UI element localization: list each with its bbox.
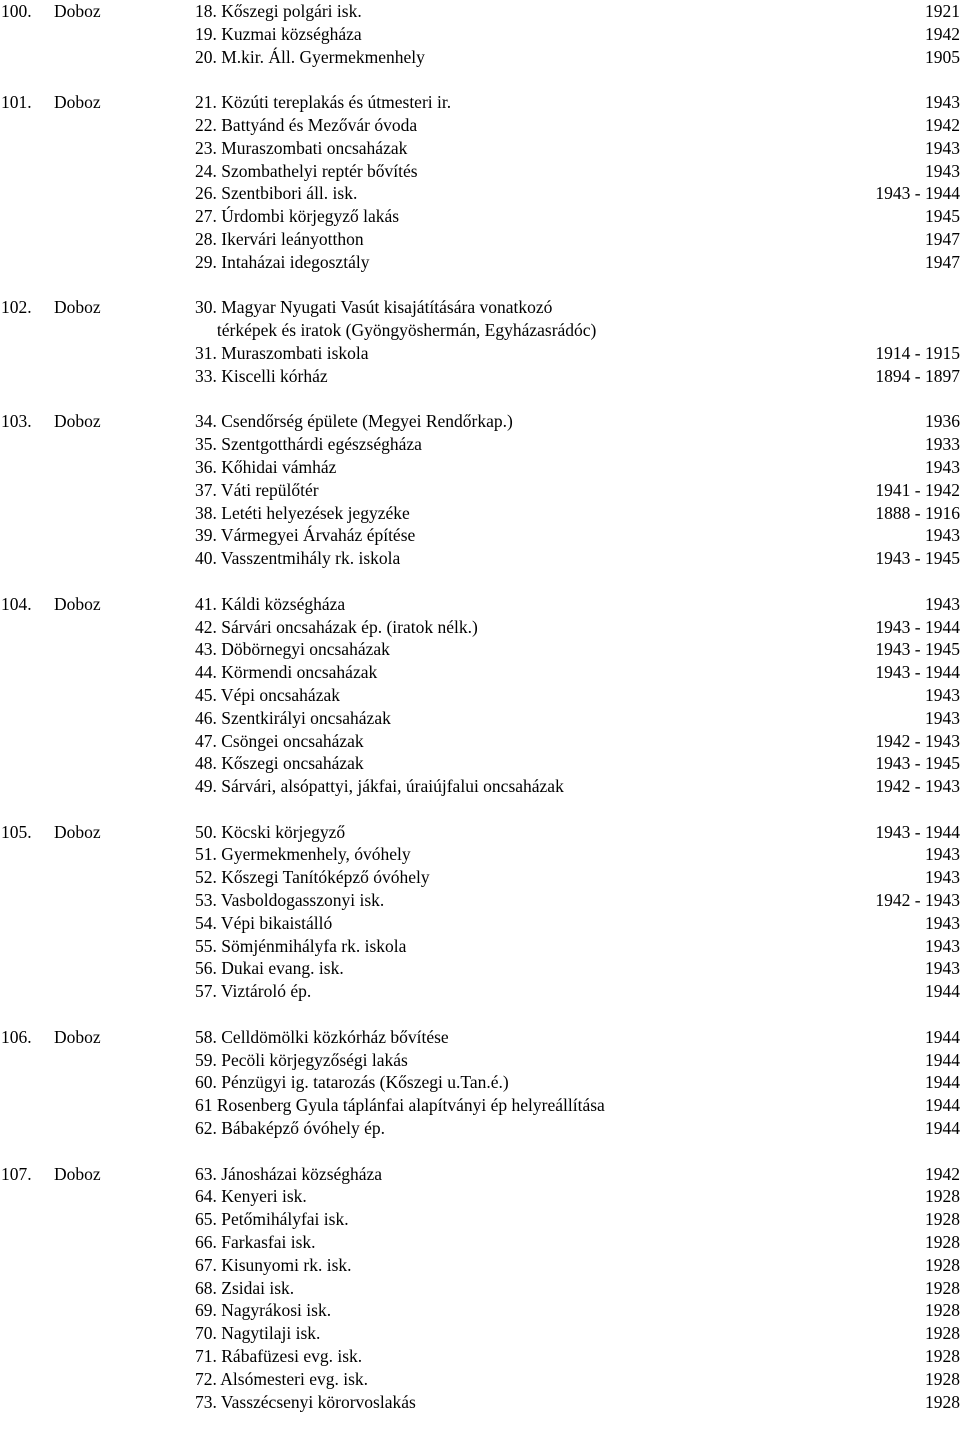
- list-item: [0, 433, 960, 456]
- item-title: 62. Bábaképző óvóhely ép.: [195, 1118, 386, 1139]
- item-year: 1942: [925, 23, 960, 44]
- item-year: 1928: [925, 1186, 960, 1207]
- list-item: [0, 91, 960, 114]
- item-year: 1905: [925, 46, 960, 67]
- item-title: 52. Kőszegi Tanítóképző óvóhely: [195, 867, 430, 888]
- item-year: 1943: [925, 456, 960, 477]
- item-title: 63. Jánosházai községháza: [195, 1163, 383, 1184]
- item-year: 1943: [925, 684, 960, 705]
- list-item: [0, 137, 960, 160]
- item-year: 1928: [925, 1232, 960, 1253]
- box-group: [0, 410, 960, 570]
- item-year: 1943: [925, 707, 960, 728]
- item-year: 1942 - 1943: [875, 776, 960, 797]
- list-item: [0, 547, 960, 570]
- list-item: [0, 182, 960, 205]
- list-item: [0, 456, 960, 479]
- item-title: 53. Vasboldogasszonyi isk.: [195, 890, 385, 911]
- item-title: 18. Kőszegi polgári isk.: [195, 1, 362, 21]
- item-year: 1943 - 1945: [875, 548, 960, 569]
- box-number: 102.: [1, 297, 32, 318]
- item-year: 1943 - 1945: [875, 639, 960, 660]
- item-title: 36. Kőhidai vámház: [195, 456, 337, 477]
- list-item: [0, 935, 960, 958]
- list-item: [0, 502, 960, 525]
- item-year: 1943: [925, 935, 960, 956]
- list-item: [0, 296, 960, 342]
- box-label: Doboz: [54, 297, 101, 318]
- item-year: 1944: [925, 1118, 960, 1139]
- box-number: 103.: [1, 411, 32, 432]
- item-year: 1943 - 1944: [875, 616, 960, 637]
- item-title: 68. Zsidai isk.: [195, 1277, 295, 1298]
- item-year: 1943: [925, 160, 960, 181]
- item-year: 1947: [925, 228, 960, 249]
- item-title: 42. Sárvári oncsaházak ép. (iratok nélk.): [195, 616, 478, 637]
- list-item: [0, 365, 960, 388]
- box-number: 100.: [1, 1, 32, 21]
- item-title: 45. Vépi oncsaházak: [195, 684, 340, 705]
- list-item: [0, 1254, 960, 1277]
- item-title: 59. Pecöli körjegyzőségi lakás: [195, 1049, 408, 1070]
- item-year: 1943: [925, 844, 960, 865]
- list-item: [0, 1345, 960, 1368]
- list-item: [0, 251, 960, 274]
- list-item: [0, 1208, 960, 1231]
- item-year: 1928: [925, 1368, 960, 1389]
- list-item: [0, 866, 960, 889]
- box-group: [0, 91, 960, 273]
- item-year: 1943: [925, 92, 960, 113]
- item-title: 28. Ikervári leányotthon: [195, 228, 364, 249]
- item-year: 1928: [925, 1346, 960, 1367]
- list-item: [0, 752, 960, 775]
- list-item: [0, 1026, 960, 1049]
- list-item: [0, 730, 960, 753]
- item-title: 58. Celldömölki közkórház bővítése: [195, 1026, 449, 1047]
- box-group: [0, 593, 960, 798]
- list-item: [0, 479, 960, 502]
- item-year: 1947: [925, 251, 960, 272]
- list-item: [0, 1231, 960, 1254]
- list-item: [0, 46, 960, 69]
- list-item: [0, 205, 960, 228]
- item-title: 29. Intaházai idegosztály: [195, 251, 370, 272]
- list-item: [0, 912, 960, 935]
- item-year: 1928: [925, 1323, 960, 1344]
- item-title: 20. M.kir. Áll. Gyermekmenhely: [195, 46, 425, 67]
- item-year: 1943: [925, 525, 960, 546]
- item-year: 1888 - 1916: [875, 502, 960, 523]
- list-item: [0, 1071, 960, 1094]
- item-year: 1943: [925, 137, 960, 158]
- list-item: [0, 1322, 960, 1345]
- item-title: 43. Döbörnegyi oncsaházak: [195, 639, 390, 660]
- box-number: 101.: [1, 92, 32, 113]
- box-number: 104.: [1, 593, 32, 614]
- item-year: 1921: [925, 1, 960, 21]
- item-year: 1943 - 1945: [875, 753, 960, 774]
- item-year: 1928: [925, 1277, 960, 1298]
- box-label: Doboz: [54, 1163, 101, 1184]
- item-title: 54. Vépi bikaistálló: [195, 912, 333, 933]
- list-item: [0, 0, 960, 23]
- item-title: 69. Nagyrákosi isk.: [195, 1300, 332, 1321]
- item-year: 1942 - 1943: [875, 730, 960, 751]
- item-title: 39. Vármegyei Árvaház építése: [195, 525, 416, 546]
- list-item: [0, 843, 960, 866]
- box-number: 106.: [1, 1026, 32, 1047]
- list-item: [0, 638, 960, 661]
- item-title: 60. Pénzügyi ig. tatarozás (Kőszegi u.Tan.é.): [195, 1072, 509, 1093]
- box-group: [0, 821, 960, 1003]
- item-title: 35. Szentgotthárdi egészségháza: [195, 434, 422, 455]
- list-item: [0, 889, 960, 912]
- item-year: 1944: [925, 1095, 960, 1116]
- list-item: [0, 593, 960, 616]
- item-year: 1943: [925, 912, 960, 933]
- item-title: 64. Kenyeri isk.: [195, 1186, 307, 1207]
- item-title: 23. Muraszombati oncsaházak: [195, 137, 408, 158]
- item-title: 73. Vasszécsenyi körorvoslakás: [195, 1391, 416, 1412]
- list-item: [0, 1117, 960, 1140]
- box-number: 107.: [1, 1163, 32, 1184]
- item-year: 1945: [925, 206, 960, 227]
- item-title: 72. Alsómesteri evg. isk.: [195, 1368, 369, 1389]
- item-title: 66. Farkasfai isk.: [195, 1232, 316, 1253]
- list-item: [0, 661, 960, 684]
- box-group: [0, 0, 960, 68]
- list-item: [0, 821, 960, 844]
- item-title: 37. Váti repülőtér: [195, 479, 319, 500]
- item-title: 22. Battyánd és Mezővár óvoda: [195, 114, 418, 135]
- list-item: [0, 410, 960, 433]
- item-title: 47. Csöngei oncsaházak: [195, 730, 364, 751]
- box-label: Doboz: [54, 593, 101, 614]
- item-year: 1944: [925, 1049, 960, 1070]
- list-item: [0, 616, 960, 639]
- item-year: 1894 - 1897: [875, 365, 960, 386]
- item-title: 57. Viztároló ép.: [195, 981, 312, 1002]
- list-item: [0, 957, 960, 980]
- list-item: [0, 1163, 960, 1186]
- item-title: 38. Letéti helyezések jegyzéke: [195, 502, 410, 523]
- item-title: 56. Dukai evang. isk.: [195, 958, 344, 979]
- list-item: [0, 1391, 960, 1414]
- box-group: [0, 296, 960, 387]
- list-item: [0, 160, 960, 183]
- list-item: [0, 1049, 960, 1072]
- box-number: 105.: [1, 821, 32, 842]
- item-year: 1942 - 1943: [875, 890, 960, 911]
- list-item: [0, 775, 960, 798]
- item-year: 1942: [925, 1163, 960, 1184]
- list-item: [0, 23, 960, 46]
- box-group: [0, 1163, 960, 1414]
- item-title: 48. Kőszegi oncsaházak: [195, 753, 364, 774]
- list-item: [0, 980, 960, 1003]
- item-year: 1928: [925, 1209, 960, 1230]
- box-label: Doboz: [54, 92, 101, 113]
- item-title: 33. Kiscelli kórház: [195, 365, 328, 386]
- list-item: [0, 707, 960, 730]
- item-title: 51. Gyermekmenhely, óvóhely: [195, 844, 411, 865]
- box-label: Doboz: [54, 821, 101, 842]
- item-year: 1941 - 1942: [875, 479, 960, 500]
- list-item: [0, 228, 960, 251]
- list-item: [0, 684, 960, 707]
- item-title: 31. Muraszombati iskola: [195, 342, 369, 363]
- item-year: 1928: [925, 1254, 960, 1275]
- item-title: 44. Körmendi oncsaházak: [195, 662, 378, 683]
- item-year: 1943: [925, 867, 960, 888]
- box-label: Doboz: [54, 1, 101, 21]
- item-title: 41. Káldi községháza: [195, 593, 346, 614]
- item-year: 1936: [925, 411, 960, 432]
- item-year: 1943 - 1944: [875, 821, 960, 842]
- item-title: 27. Úrdombi körjegyző lakás: [195, 206, 400, 227]
- item-title: 46. Szentkirályi oncsaházak: [195, 707, 391, 728]
- item-year: 1943 - 1944: [875, 662, 960, 683]
- list-item: [0, 1299, 960, 1322]
- box-group: [0, 1026, 960, 1140]
- item-title: 34. Csendőrség épülete (Megyei Rendőrkap.): [195, 411, 513, 432]
- item-title: 24. Szombathelyi reptér bővítés: [195, 160, 418, 181]
- item-year: 1944: [925, 1072, 960, 1093]
- item-title: 67. Kisunyomi rk. isk.: [195, 1254, 352, 1275]
- list-item: [0, 1277, 960, 1300]
- item-year: 1944: [925, 1026, 960, 1047]
- list-item: [0, 524, 960, 547]
- list-item: [0, 1094, 960, 1117]
- item-title: 19. Kuzmai községháza: [195, 23, 362, 44]
- list-item: [0, 342, 960, 365]
- item-year: 1943 - 1944: [875, 183, 960, 204]
- item-year: 1944: [925, 981, 960, 1002]
- item-title: 70. Nagytilaji isk.: [195, 1323, 321, 1344]
- item-title: 40. Vasszentmihály rk. iskola: [195, 548, 401, 569]
- item-year: 1943: [925, 593, 960, 614]
- list-item: [0, 1185, 960, 1208]
- box-label: Doboz: [54, 411, 101, 432]
- item-title: 65. Petőmihályfai isk.: [195, 1209, 349, 1230]
- item-title: 26. Szentbibori áll. isk.: [195, 183, 358, 204]
- item-year: 1942: [925, 114, 960, 135]
- item-year: 1928: [925, 1300, 960, 1321]
- item-title: 21. Közúti tereplakás és útmesteri ir.: [195, 92, 452, 113]
- item-title: 30. Magyar Nyugati Vasút kisajátítására vonatkozó térképek és iratok (Gyöngyöshermán, Egyházasrádóc): [195, 297, 597, 341]
- item-year: 1914 - 1915: [875, 342, 960, 363]
- list-item: [0, 114, 960, 137]
- item-year: 1933: [925, 434, 960, 455]
- item-title: 55. Sömjénmihályfa rk. iskola: [195, 935, 407, 956]
- item-year: 1928: [925, 1391, 960, 1412]
- item-year: 1943: [925, 958, 960, 979]
- box-label: Doboz: [54, 1026, 101, 1047]
- item-title: 71. Rábafüzesi evg. isk.: [195, 1346, 363, 1367]
- list-item: [0, 1368, 960, 1391]
- item-title: 49. Sárvári, alsópattyi, jákfai, úraiújfalui oncsaházak: [195, 776, 564, 797]
- item-title: 61 Rosenberg Gyula táplánfai alapítványi ép helyreállítása: [195, 1095, 605, 1116]
- item-title: 50. Köcski körjegyző: [195, 821, 346, 842]
